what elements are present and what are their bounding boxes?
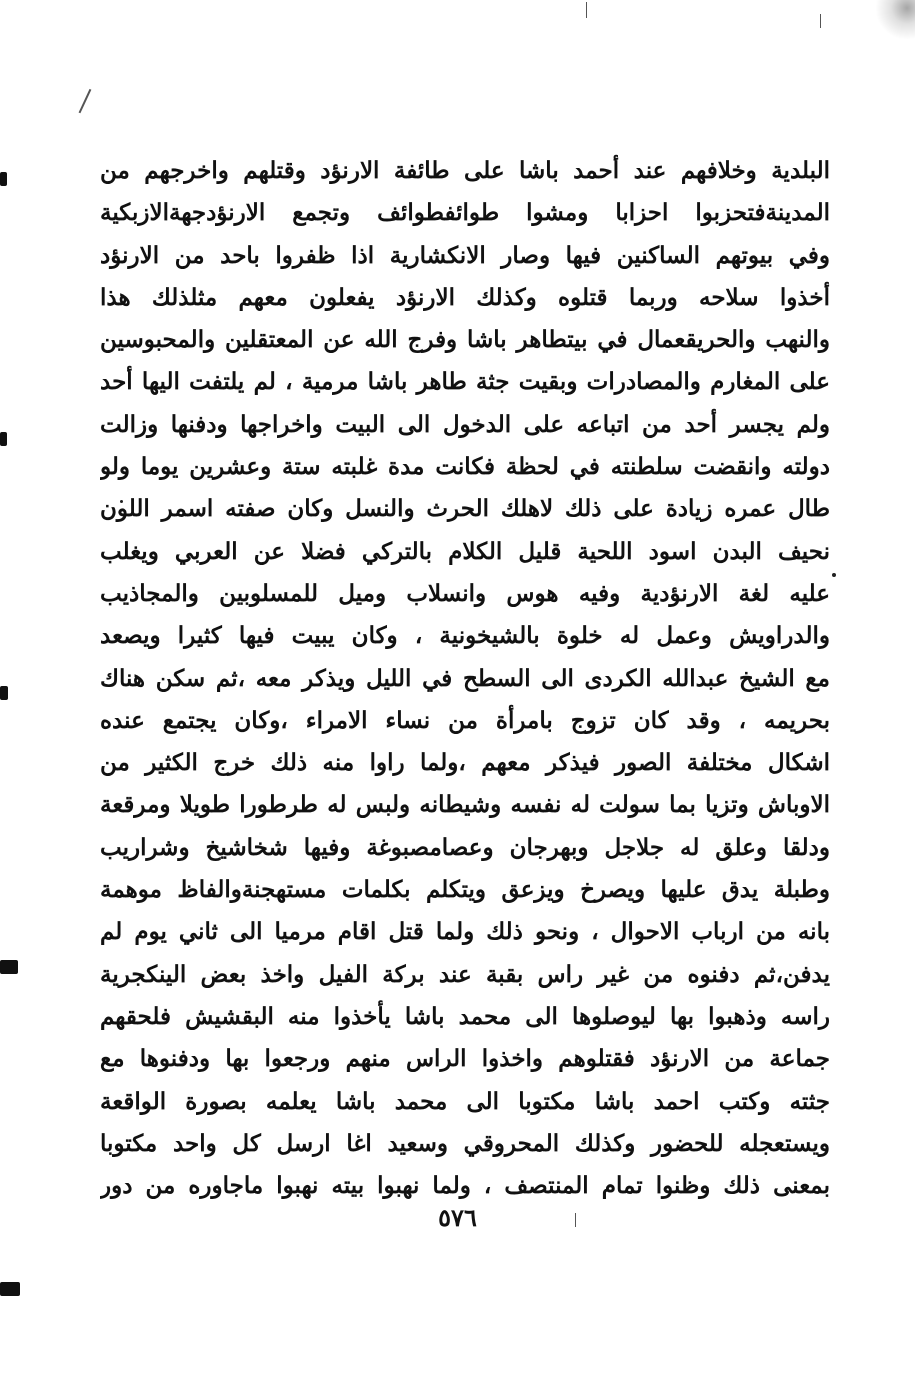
scan-speck (832, 573, 836, 577)
text-line: اشكال مختلفة الصور فيذكر معهم ،ولما راوا منه ذلك خرج الكثير من (100, 749, 830, 777)
scan-edge-mark (0, 1282, 20, 1296)
scan-edge-mark (0, 172, 7, 186)
text-line: يدفن،ثم دفنوه من غير راس بقبة عند بركة الفيل واخذ بعض الينكجرية (100, 960, 830, 988)
text-line: والدراويش وعمل له خلوة بالشيخونية ، وكان يبيت فيها كثيرا ويصعد (100, 622, 830, 650)
text-line: على المغارم والمصادرات وبقيت جثة طاهر باشا مرمية ، لم يلتفت اليها أحد (100, 368, 830, 396)
text-line: البلدية وخلافهم عند أحمد باشا على طائفة الارنؤد وقتلهم واخرجهم من (100, 157, 830, 184)
scan-stroke (820, 14, 821, 28)
scan-noise (875, 0, 915, 40)
page-number: ٥٧٦ (438, 1203, 477, 1232)
body-text (100, 150, 830, 1207)
text-line: نحيف البدن اسود اللحية قليل الكلام بالتركي فضلا عن العربي ويغلب (100, 537, 830, 565)
text-line: عليه لغة الارنؤدية وفيه هوس وانسلاب وميل للمسلوبين والمجاذيب (100, 579, 830, 607)
text-line: طال عمره زيادة على ذلك لاهلك الحرث والنسل وكان صفته اسمر اللون (100, 495, 830, 523)
text-line: بمعنى ذلك وظنوا تمام المنتصف ، ولما نهبوا بيته نهبوا ماجاوره من دور (100, 1172, 830, 1200)
scan-edge-mark (0, 686, 8, 700)
text-line: ودلقا وعلق له جلاجل وبهرجان وعصامصبوغة وفيها شخاشيخ وشراريب (100, 833, 830, 861)
scan-stroke (586, 2, 587, 18)
text-line: المدينةفتحزبوا احزابا ومشوا طوائفطوائف وتجمع الارنؤدجهةالازبكية (100, 199, 830, 227)
text-line: جماعة من الارنؤد فقتلوهم واخذوا الراس منهم ورجعوا بها ودفنوها مع (100, 1045, 830, 1073)
text-line: وفي بيوتهم الساكنين فيها وصار الانكشارية اذا ظفروا باحد من الارنؤد (100, 241, 830, 269)
text-line: ويستعجله للحضور وكذلك المحروقي وسعيد اغا ارسل كل واحد مكتوبا (100, 1129, 830, 1157)
text-line: أخذوا سلاحه وربما قتلوه وكذلك الارنؤد يفعلون معهم مثلذلك هذا (100, 283, 830, 311)
text-line: بانه من ارباب الاحوال ، ونحو ذلك ولما قتل اقام مرميا الى ثاني يوم لم (100, 918, 830, 946)
text-line: الاوباش وتزيا بما سولت له نفسه وشيطانه ولبس له طرطورا طويلا ومرقعة (100, 791, 830, 819)
text-line: بحريمه ، وقد كان تزوج بامرأة من نساء الامراء ،وكان يجتمع عنده (100, 706, 830, 734)
text-line: جثته وكتب احمد باشا مكتوبا الى محمد باشا يعلمه بصورة الواقعة (100, 1087, 830, 1115)
text-line: مع الشيخ عبدالله الكردى الى السطح في الليل ويذكر معه ،ثم سكن هناك (100, 664, 830, 692)
scan-edge-mark (0, 432, 7, 446)
text-line: ولم يجسر أحد من اتباعه على الدخول الى البيت واخراجها ودفنها وزالت (100, 410, 830, 438)
scan-stroke (79, 89, 91, 113)
text-line: دولته وانقضت سلطنته في لحظة فكانت مدة غلبته ستة وعشرين يوما ولو (100, 453, 830, 481)
text-line: والنهب والحريقعمال في بيتطاهر باشا وفرج الله عن المعتقلين والمحبوسين (100, 326, 830, 354)
text-line: راسه وذهبوا بها ليوصلوها الى محمد باشا يأخذوا منه البقشيش فلحقهم (100, 1002, 830, 1030)
text-line: وطبلة يدق عليها ويصرخ ويزعق ويتكلم بكلمات مستهجنةوالفاظ موهمة (100, 876, 830, 904)
scan-edge-mark (0, 960, 18, 974)
